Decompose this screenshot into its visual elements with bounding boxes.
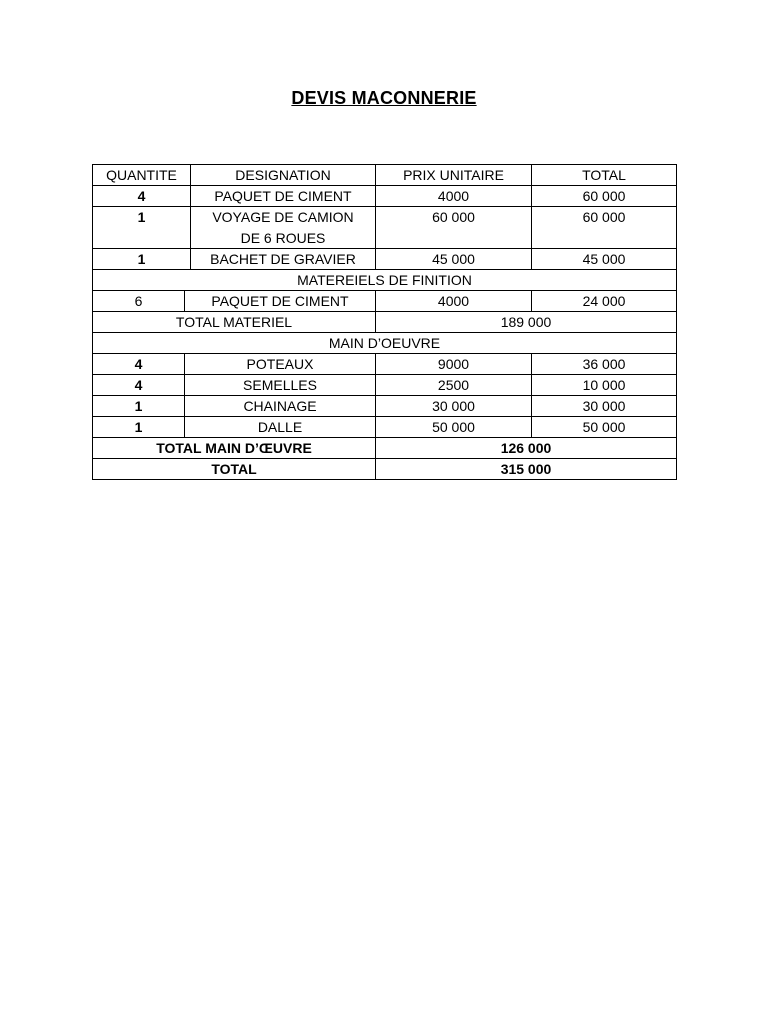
- cell-total: 30 000: [532, 396, 677, 417]
- table-row: [93, 375, 677, 396]
- header-total: TOTAL: [532, 165, 677, 186]
- section-row-main-oeuvre: [93, 333, 677, 354]
- total-labor-label: TOTAL MAIN D’ŒUVRE: [93, 438, 376, 459]
- cell-qty: 1: [93, 417, 185, 438]
- cell-total: 50 000: [532, 417, 677, 438]
- grand-total-label: TOTAL: [93, 459, 376, 480]
- cell-qty: 1: [93, 396, 185, 417]
- table-row: [93, 207, 677, 249]
- table-header-row: [93, 165, 677, 186]
- total-materiel-row: [93, 312, 677, 333]
- cell-designation: BACHET DE GRAVIER: [191, 249, 376, 270]
- section-title-finition: MATEREIELS DE FINITION: [93, 270, 677, 291]
- cell-qty: 6: [93, 291, 185, 312]
- total-materiel-label: TOTAL MATERIEL: [93, 312, 376, 333]
- cell-total: 36 000: [532, 354, 677, 375]
- quote-table: [92, 164, 677, 480]
- cell-designation: PAQUET DE CIMENT: [185, 291, 376, 312]
- header-prix-unitaire: PRIX UNITAIRE: [376, 165, 532, 186]
- cell-unit-price: 30 000: [376, 396, 532, 417]
- cell-qty: 1: [93, 249, 191, 270]
- cell-total: 60 000: [532, 207, 677, 249]
- table-row: [93, 396, 677, 417]
- cell-unit-price: 60 000: [376, 207, 532, 249]
- grand-total-value: 315 000: [376, 459, 677, 480]
- cell-qty: 4: [93, 375, 185, 396]
- cell-unit-price: 4000: [376, 291, 532, 312]
- table-row: [93, 186, 677, 207]
- header-designation: DESIGNATION: [191, 165, 376, 186]
- cell-total: 45 000: [532, 249, 677, 270]
- table-row: [93, 291, 677, 312]
- table-row: [93, 249, 677, 270]
- cell-designation: SEMELLES: [185, 375, 376, 396]
- document-title: DEVIS MACONNERIE: [291, 88, 477, 108]
- cell-total: 24 000: [532, 291, 677, 312]
- cell-qty: 4: [93, 186, 191, 207]
- cell-unit-price: 9000: [376, 354, 532, 375]
- section-row-finition: [93, 270, 677, 291]
- cell-total: 60 000: [532, 186, 677, 207]
- cell-designation: POTEAUX: [185, 354, 376, 375]
- cell-unit-price: 2500: [376, 375, 532, 396]
- table-row: [93, 354, 677, 375]
- total-labor-row: [93, 438, 677, 459]
- total-labor-value: 126 000: [376, 438, 677, 459]
- cell-unit-price: 4000: [376, 186, 532, 207]
- cell-unit-price: 45 000: [376, 249, 532, 270]
- cell-designation: VOYAGE DE CAMION DE 6 ROUES: [191, 207, 376, 249]
- total-materiel-value: 189 000: [376, 312, 677, 333]
- table-row: [93, 417, 677, 438]
- cell-unit-price: 50 000: [376, 417, 532, 438]
- cell-qty: 4: [93, 354, 185, 375]
- cell-designation: CHAINAGE: [185, 396, 376, 417]
- cell-designation: PAQUET DE CIMENT: [191, 186, 376, 207]
- cell-total: 10 000: [532, 375, 677, 396]
- header-quantite: QUANTITE: [93, 165, 191, 186]
- grand-total-row: [93, 459, 677, 480]
- cell-qty: 1: [93, 207, 191, 249]
- cell-designation: DALLE: [185, 417, 376, 438]
- section-title-main-oeuvre: MAIN D’OEUVRE: [93, 333, 677, 354]
